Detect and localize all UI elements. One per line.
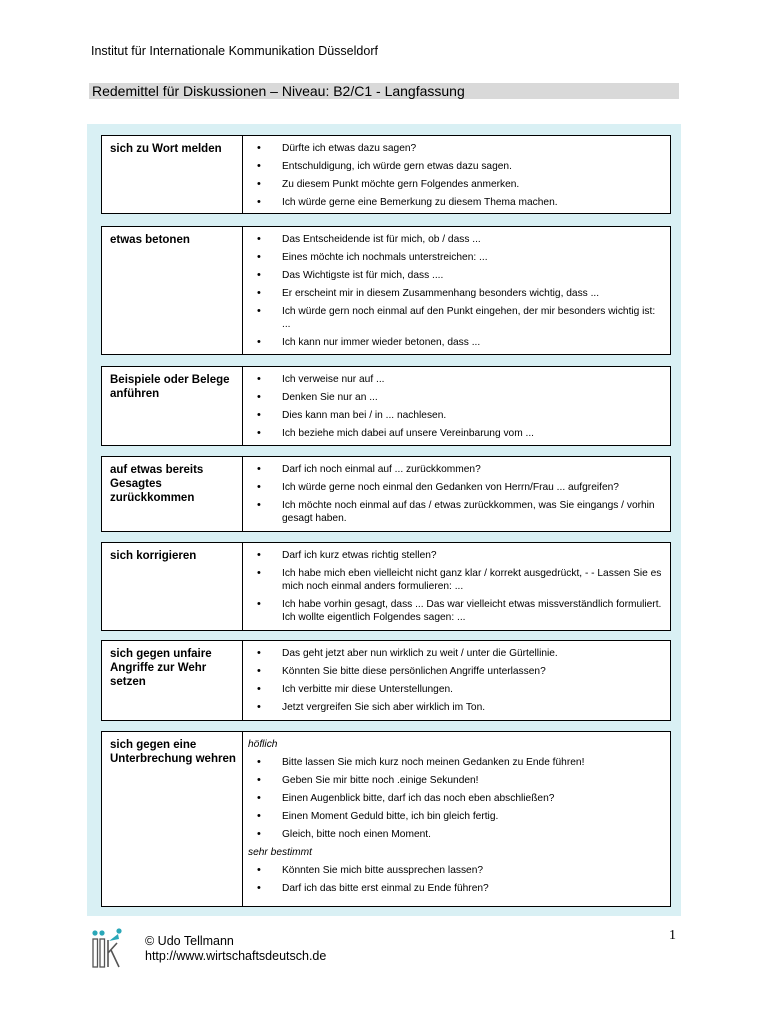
- section-content: [243, 367, 670, 445]
- page-title: Redemittel für Diskussionen – Niveau: B2/C1 - Langfassung: [89, 83, 679, 99]
- section-unterbrechung-wehren: [101, 731, 671, 907]
- list-item: • Ich verbitte mir diese Unterstellungen.: [256, 683, 666, 696]
- list-item: • Einen Augenblick bitte, darf ich das noch eben abschließen?: [256, 792, 666, 805]
- subheading-hoeflich: höflich: [248, 739, 278, 750]
- list-item: • Ich kann nur immer wieder betonen, dass ...: [256, 336, 666, 349]
- list-item: • Gleich, bitte noch einen Moment.: [256, 828, 666, 841]
- list-item: • Könnten Sie bitte diese persönlichen Angriffe unterlassen?: [256, 665, 666, 678]
- section-content: [243, 543, 670, 630]
- list-item: • Könnten Sie mich bitte aussprechen lassen?: [256, 864, 666, 877]
- list-item: • Dürfte ich etwas dazu sagen?: [256, 142, 666, 155]
- section-sich-zu-wort-melden: [101, 135, 671, 214]
- list-item: • Denken Sie nur an ...: [256, 391, 666, 404]
- list-item: • Darf ich noch einmal auf ... zurückkommen?: [256, 463, 666, 476]
- section-label: etwas betonen: [102, 227, 243, 354]
- list-item: • Entschuldigung, ich würde gern etwas dazu sagen.: [256, 160, 666, 173]
- list-item: • Dies kann man bei / in ... nachlesen.: [256, 409, 666, 422]
- section-content: [243, 136, 670, 213]
- list-item: • Das Entscheidende ist für mich, ob / dass ...: [256, 233, 666, 246]
- list-item: • Einen Moment Geduld bitte, ich bin gleich fertig.: [256, 810, 666, 823]
- list-item: • Jetzt vergreifen Sie sich aber wirklich im Ton.: [256, 701, 666, 714]
- list-item: • Ich würde gerne eine Bemerkung zu diesem Thema machen.: [256, 196, 666, 209]
- list-item: • Darf ich kurz etwas richtig stellen?: [256, 549, 666, 562]
- footer: [145, 934, 326, 964]
- section-label: Beispiele oder Belege anführen: [102, 367, 243, 445]
- list-item: • Ich habe vorhin gesagt, dass ... Das war vielleicht etwas missverständlich formuliert. Ich wollte eigentlich Folgendes sagen: ...: [256, 598, 666, 624]
- website-url: http://www.wirtschaftsdeutsch.de: [145, 949, 327, 963]
- list-item: • Eines möchte ich nochmals unterstreichen: ...: [256, 251, 666, 264]
- list-item: • Ich würde gern noch einmal auf den Punkt eingehen, der mir besonders wichtig ist: ...: [256, 305, 666, 331]
- section-content: [243, 732, 670, 906]
- iik-logo-icon: [91, 928, 127, 970]
- institute-header: Institut für Internationale Kommunikation Düsseldorf: [91, 44, 378, 58]
- list-item: • Geben Sie mir bitte noch .einige Sekunden!: [256, 774, 666, 787]
- section-content: [243, 227, 670, 354]
- section-sich-korrigieren: [101, 542, 671, 631]
- section-beispiele-anfuehren: [101, 366, 671, 446]
- section-unfaire-angriffe: [101, 640, 671, 721]
- section-label: sich gegen unfaire Angriffe zur Wehr setzen: [102, 641, 243, 720]
- list-item: • Bitte lassen Sie mich kurz noch meinen Gedanken zu Ende führen!: [256, 756, 666, 769]
- section-zurueckkommen: [101, 456, 671, 532]
- section-content: [243, 641, 670, 720]
- list-item: • Ich würde gerne noch einmal den Gedanken von Herrn/Frau ... aufgreifen?: [256, 481, 666, 494]
- section-label: sich zu Wort melden: [102, 136, 243, 213]
- list-item: • Er erscheint mir in diesem Zusammenhang besonders wichtig, dass ...: [256, 287, 666, 300]
- copyright: © Udo Tellmann: [145, 934, 234, 948]
- list-item: • Zu diesem Punkt möchte gern Folgendes anmerken.: [256, 178, 666, 191]
- page-number: 1: [669, 928, 676, 943]
- list-item: • Ich beziehe mich dabei auf unsere Vereinbarung vom ...: [256, 427, 666, 440]
- list-item: • Darf ich das bitte erst einmal zu Ende führen?: [256, 882, 666, 895]
- list-item: • Das Wichtigste ist für mich, dass ....: [256, 269, 666, 282]
- section-label: auf etwas bereits Gesagtes zurückkommen: [102, 457, 243, 531]
- section-label: sich gegen eine Unterbrechung wehren: [102, 732, 243, 906]
- section-etwas-betonen: [101, 226, 671, 355]
- list-item: • Ich möchte noch einmal auf das / etwas zurückkommen, was Sie eingangs / vorhin gesagt haben.: [256, 499, 666, 525]
- subheading-sehr-bestimmt: sehr bestimmt: [248, 847, 312, 858]
- list-item: • Ich habe mich eben vielleicht nicht ganz klar / korrekt ausgedrückt, - - Lassen Sie es mich noch einmal anders formulieren: ...: [256, 567, 666, 593]
- list-item: • Das geht jetzt aber nun wirklich zu weit / unter die Gürtellinie.: [256, 647, 666, 660]
- section-content: [243, 457, 670, 531]
- list-item: • Ich verweise nur auf ...: [256, 373, 666, 386]
- section-label: sich korrigieren: [102, 543, 243, 630]
